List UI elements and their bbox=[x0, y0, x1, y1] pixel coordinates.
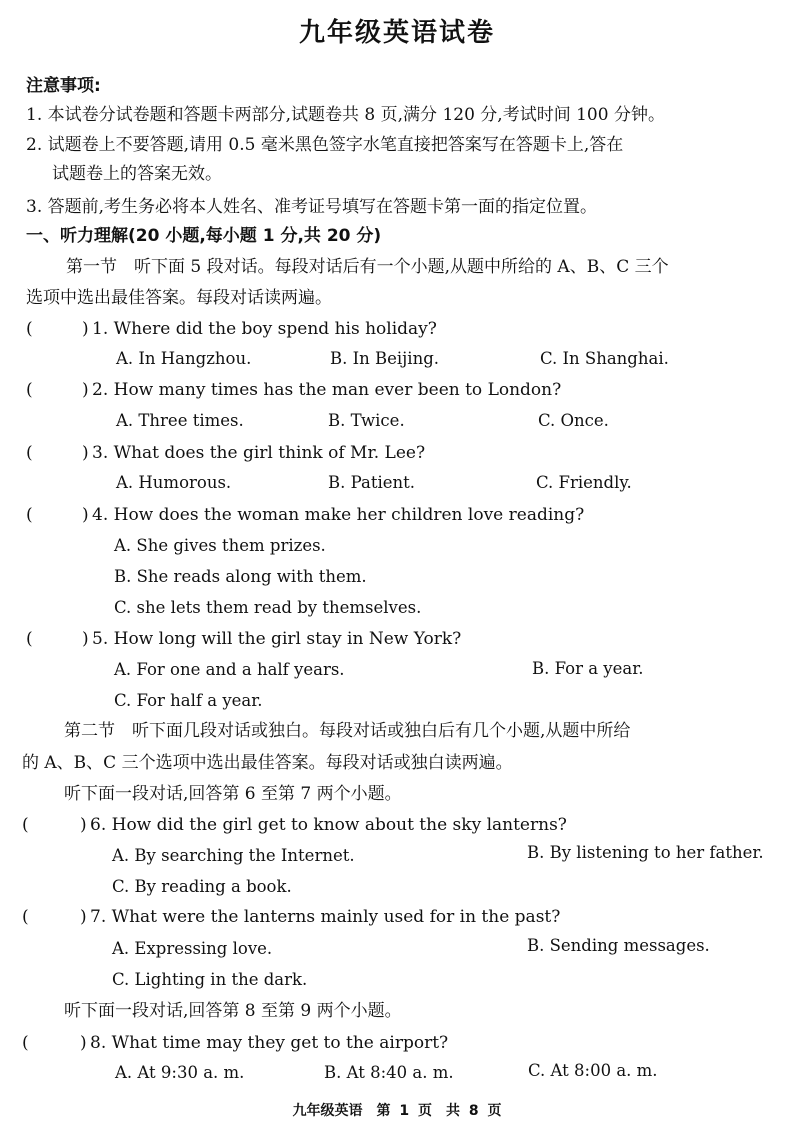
dialogue-intro-6-7: 听下面一段对话,回答第 6 至第 7 两个小题。 bbox=[64, 784, 402, 804]
answer-paren-open: ( bbox=[26, 443, 33, 463]
part2-instructions: 第二节 听下面几段对话或独白。每段对话或独白后有几个小题,从题中所给 bbox=[64, 721, 631, 741]
option-c: C. she lets them read by themselves. bbox=[114, 598, 422, 617]
question-text: 6. How did the girl get to know about the sky lanterns? bbox=[90, 815, 567, 835]
option-c: C. For half a year. bbox=[114, 691, 263, 710]
option-c: C. At 8:00 a. m. bbox=[528, 1061, 658, 1080]
answer-paren-close: ) bbox=[82, 443, 89, 463]
option-c: C. Once. bbox=[538, 411, 609, 430]
answer-paren-close: ) bbox=[82, 380, 89, 400]
option-a: A. In Hangzhou. bbox=[116, 349, 252, 368]
option-c: C. Friendly. bbox=[536, 473, 632, 492]
answer-paren-close: ) bbox=[80, 1033, 87, 1053]
answer-paren-close: ) bbox=[82, 629, 89, 649]
option-b: B. In Beijing. bbox=[330, 349, 439, 368]
question-text: 7. What were the lanterns mainly used for in the past? bbox=[90, 907, 561, 927]
dialogue-intro-8-9: 听下面一段对话,回答第 8 至第 9 两个小题。 bbox=[64, 1001, 402, 1021]
question-text: 1. Where did the boy spend his holiday? bbox=[92, 319, 437, 339]
notice-item-3: 3. 答题前,考生务必将本人姓名、准考证号填写在答题卡第一面的指定位置。 bbox=[26, 197, 598, 217]
option-a: A. For one and a half years. bbox=[114, 660, 345, 679]
answer-paren-open: ( bbox=[22, 815, 29, 835]
question-text: 4. How does the woman make her children love reading? bbox=[92, 505, 585, 525]
option-b: B. Twice. bbox=[328, 411, 405, 430]
notice-item-2: 2. 试题卷上不要答题,请用 0.5 毫米黑色签字水笔直接把答案写在答题卡上,答在 bbox=[26, 135, 624, 155]
option-a: A. By searching the Internet. bbox=[112, 846, 355, 865]
option-a: A. She gives them prizes. bbox=[114, 536, 326, 555]
question-text: 2. How many times has the man ever been to London? bbox=[92, 380, 562, 400]
notice-item-2-cont: 试题卷上的答案无效。 bbox=[52, 164, 222, 184]
part1-instructions-cont: 选项中选出最佳答案。每段对话读两遍。 bbox=[26, 288, 332, 308]
option-a: A. At 9:30 a. m. bbox=[115, 1063, 245, 1082]
question-text: 8. What time may they get to the airport? bbox=[90, 1033, 449, 1053]
section-heading: 一、听力理解(20 小题,每小题 1 分,共 20 分) bbox=[26, 226, 382, 246]
answer-paren-close: ) bbox=[80, 815, 87, 835]
question-text: 3. What does the girl think of Mr. Lee? bbox=[92, 443, 426, 463]
answer-paren-open: ( bbox=[26, 629, 33, 649]
option-b: B. At 8:40 a. m. bbox=[324, 1063, 454, 1082]
option-b: B. She reads along with them. bbox=[114, 567, 367, 586]
option-a: A. Expressing love. bbox=[112, 939, 273, 958]
option-c: C. Lighting in the dark. bbox=[112, 970, 308, 989]
option-a: A. Three times. bbox=[116, 411, 244, 430]
answer-paren-open: ( bbox=[22, 1033, 29, 1053]
option-b: B. Sending messages. bbox=[527, 936, 710, 955]
notice-item-1: 1. 本试卷分试卷题和答题卡两部分,试题卷共 8 页,满分 120 分,考试时间 100 分钟。 bbox=[26, 105, 665, 125]
answer-paren-close: ) bbox=[82, 319, 89, 339]
notice-heading: 注意事项: bbox=[26, 76, 101, 96]
option-a: A. Humorous. bbox=[116, 473, 232, 492]
option-b: B. Patient. bbox=[328, 473, 415, 492]
part1-instructions: 第一节 听下面 5 段对话。每段对话后有一个小题,从题中所给的 A、B、C 三个 bbox=[66, 257, 669, 277]
option-b: B. By listening to her father. bbox=[527, 843, 764, 862]
answer-paren-open: ( bbox=[22, 907, 29, 927]
option-c: C. By reading a book. bbox=[112, 877, 292, 896]
page-title: 九年级英语试卷 bbox=[298, 18, 495, 48]
answer-paren-open: ( bbox=[26, 505, 33, 525]
answer-paren-open: ( bbox=[26, 319, 33, 339]
answer-paren-close: ) bbox=[82, 505, 89, 525]
answer-paren-close: ) bbox=[80, 907, 87, 927]
option-b: B. For a year. bbox=[532, 659, 644, 678]
page-footer: 九年级英语 第 1 页 共 8 页 bbox=[292, 1103, 502, 1119]
question-text: 5. How long will the girl stay in New York? bbox=[92, 629, 462, 649]
part2-instructions-cont: 的 A、B、C 三个选项中选出最佳答案。每段对话或独白读两遍。 bbox=[22, 753, 513, 773]
answer-paren-open: ( bbox=[26, 380, 33, 400]
option-c: C. In Shanghai. bbox=[540, 349, 669, 368]
